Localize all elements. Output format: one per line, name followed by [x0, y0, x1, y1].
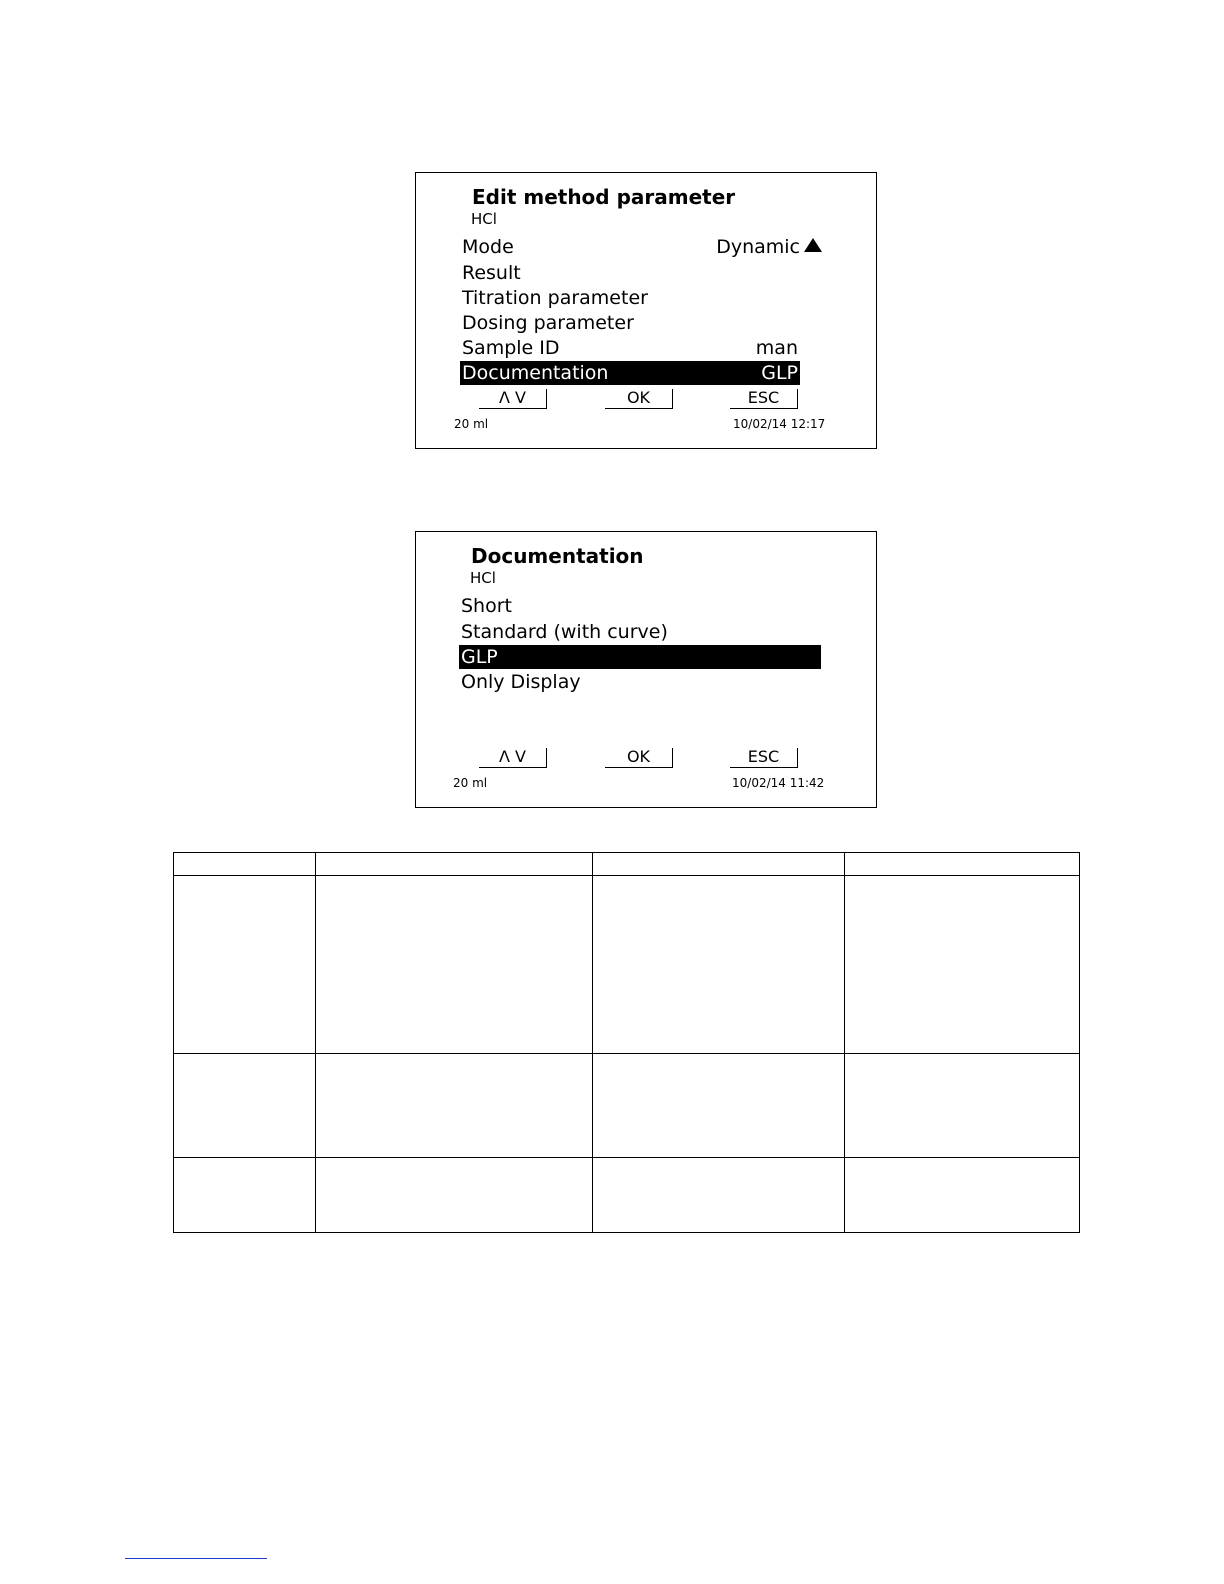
table-cell — [316, 853, 593, 876]
burette-volume: 20 ml — [454, 417, 489, 431]
method-name: HCl — [471, 210, 497, 228]
menu-item-value: man — [755, 337, 798, 359]
option-label: Standard (with curve) — [461, 621, 668, 643]
date-time: 10/02/14 12:17 — [733, 417, 826, 431]
date-time: 10/02/14 11:42 — [732, 776, 825, 790]
menu-item-label: Documentation — [462, 362, 609, 384]
option-label: GLP — [461, 646, 498, 668]
table-cell — [593, 1054, 845, 1158]
table-cell — [593, 1158, 845, 1233]
table-cell — [316, 1158, 593, 1233]
table-cell — [174, 853, 316, 876]
menu-item-titration-parameter[interactable] — [460, 286, 800, 310]
menu-item-documentation[interactable] — [460, 361, 800, 385]
method-name: HCl — [470, 569, 496, 587]
option-label: Only Display — [461, 671, 581, 693]
table-cell — [316, 1054, 593, 1158]
table-cell — [174, 876, 316, 1054]
table-cell — [845, 1054, 1080, 1158]
documentation-options-table — [173, 852, 1080, 1233]
menu-item-label: Titration parameter — [462, 287, 648, 309]
footnote-divider — [125, 1558, 267, 1559]
table-cell — [174, 1158, 316, 1233]
menu-item-label: Result — [462, 262, 521, 284]
esc-button[interactable]: ESC — [730, 748, 798, 768]
ok-button[interactable]: OK — [605, 389, 673, 409]
menu-item-mode[interactable] — [460, 235, 800, 259]
menu-item-result[interactable] — [460, 261, 800, 285]
table-cell — [845, 876, 1080, 1054]
menu-item-sample-id[interactable] — [460, 336, 800, 360]
menu-item-label: Mode — [462, 236, 514, 258]
documentation-screen — [415, 531, 877, 808]
edit-method-parameter-screen — [415, 172, 877, 449]
screen-title: Edit method parameter — [472, 185, 736, 209]
esc-button[interactable]: ESC — [730, 389, 798, 409]
table-cell — [174, 1054, 316, 1158]
up-triangle-icon — [804, 238, 822, 252]
table-row — [174, 1158, 1080, 1233]
table-cell — [845, 853, 1080, 876]
menu-item-value: GLP — [761, 362, 798, 384]
menu-item-value: Dynamic — [716, 236, 800, 258]
option-glp[interactable] — [459, 645, 821, 669]
menu-item-dosing-parameter[interactable] — [460, 311, 800, 335]
nav-up-down-button[interactable]: Λ V — [479, 389, 547, 409]
burette-volume: 20 ml — [453, 776, 488, 790]
option-only-display[interactable] — [459, 670, 821, 694]
table-cell — [316, 876, 593, 1054]
menu-item-label: Sample ID — [462, 337, 560, 359]
ok-button[interactable]: OK — [605, 748, 673, 768]
screen-title: Documentation — [471, 544, 644, 568]
option-short[interactable] — [459, 594, 821, 618]
nav-up-down-button[interactable]: Λ V — [479, 748, 547, 768]
option-label: Short — [461, 595, 512, 617]
table-cell — [845, 1158, 1080, 1233]
table-row — [174, 1054, 1080, 1158]
table-header-row — [174, 853, 1080, 876]
table-cell — [593, 876, 845, 1054]
menu-item-label: Dosing parameter — [462, 312, 634, 334]
table-cell — [593, 853, 845, 876]
table-row — [174, 876, 1080, 1054]
option-standard-with-curve[interactable] — [459, 620, 821, 644]
